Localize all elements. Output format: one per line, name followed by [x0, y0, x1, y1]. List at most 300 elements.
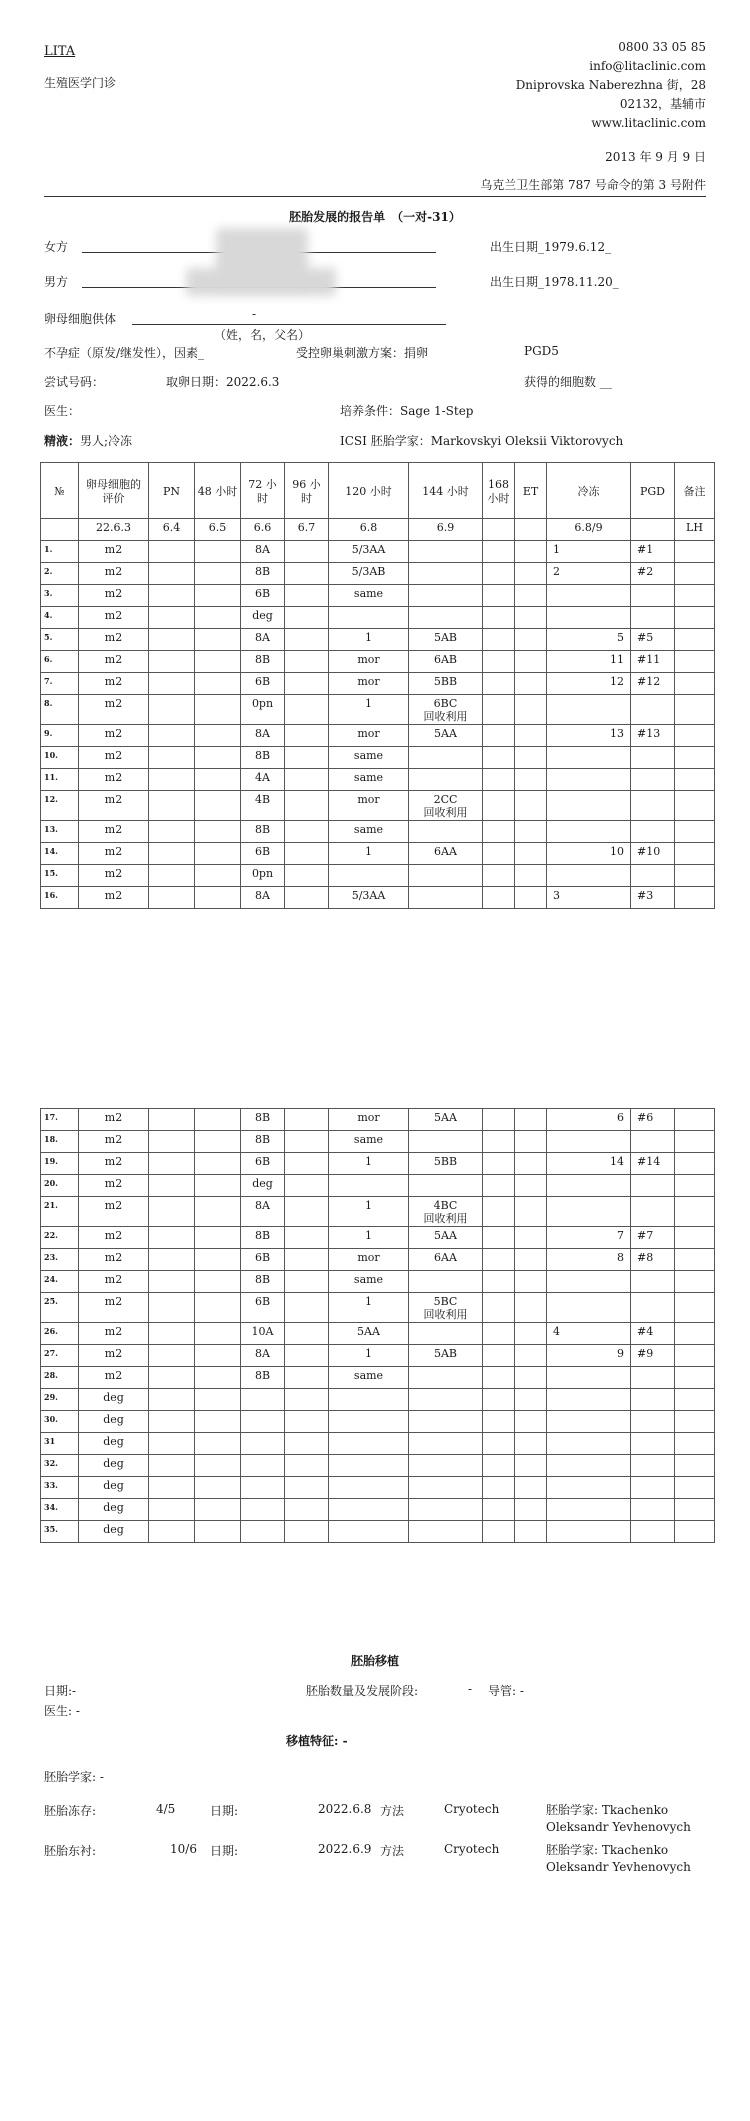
oocyte-grade-text: m2 — [104, 1229, 123, 1242]
oocyte-grade — [79, 1345, 149, 1367]
h120-cell-text: 1 — [365, 845, 372, 858]
note-cell — [675, 1153, 715, 1175]
header-divider — [44, 196, 706, 197]
h120-cell — [329, 563, 409, 585]
oocyte-grade-text: m2 — [104, 1325, 123, 1338]
row-number-text: 33. — [44, 1480, 58, 1490]
h48-cell — [195, 769, 241, 791]
h48-cell — [195, 1153, 241, 1175]
h120-cell — [329, 1197, 409, 1227]
h72-cell-text: 8B — [254, 1133, 271, 1146]
h120-cell-text: same — [353, 1133, 384, 1146]
oocyte-grade-text: m2 — [104, 749, 123, 762]
h120-cell — [329, 1433, 409, 1455]
h120-cell — [329, 1367, 409, 1389]
recycle-note: 回收利用 — [423, 1308, 468, 1321]
website: www.litaclinic.com — [591, 116, 706, 130]
pgd-label: PGD5 — [524, 344, 559, 358]
clinic-name: 生殖医学门诊 — [44, 76, 117, 90]
embryo-table-part-1 — [40, 462, 715, 909]
h144-cell — [409, 1175, 483, 1197]
freeze-cell — [547, 585, 631, 607]
h120-cell-text: 1 — [365, 697, 372, 710]
h96-cell — [285, 1345, 329, 1367]
row-number-text: 15. — [44, 868, 58, 878]
pn-cell — [149, 673, 195, 695]
female-dob: 出生日期_1979.6.12_ — [490, 240, 612, 254]
h168-cell — [483, 1293, 515, 1323]
table-row — [41, 1499, 715, 1521]
h96-cell — [285, 673, 329, 695]
h120-cell-text: same — [353, 771, 384, 784]
table-row — [41, 1175, 715, 1197]
h48-cell — [195, 1411, 241, 1433]
h120-cell — [329, 1521, 409, 1543]
h168-cell — [483, 1227, 515, 1249]
oocyte-grade — [79, 563, 149, 585]
h120-cell — [329, 1227, 409, 1249]
pgd-cell — [631, 585, 675, 607]
h144-cell — [409, 1389, 483, 1411]
h48-cell — [195, 651, 241, 673]
table-row — [41, 629, 715, 651]
row-number-text: 5. — [44, 632, 53, 642]
et-cell — [515, 673, 547, 695]
note-cell — [675, 673, 715, 695]
h168-cell — [483, 1249, 515, 1271]
attempt-number: 尝试号码： — [44, 375, 105, 389]
h144-cell — [409, 585, 483, 607]
h168-cell — [483, 1323, 515, 1345]
h48-cell — [195, 1197, 241, 1227]
row-number-text: 29. — [44, 1392, 58, 1402]
donor-label: 卵母细胞供体 — [44, 312, 117, 326]
h96-cell — [285, 1411, 329, 1433]
h72-cell — [241, 1131, 285, 1153]
h72-cell — [241, 1455, 285, 1477]
h72-cell-text: 6B — [254, 675, 271, 688]
et-cell — [515, 1131, 547, 1153]
pgd-cell — [631, 887, 675, 909]
address-line-2: 02132，基辅市 — [619, 97, 706, 111]
oocyte-grade — [79, 1499, 149, 1521]
oocyte-grade-text: m2 — [104, 675, 123, 688]
et-cell — [515, 1175, 547, 1197]
date-cell — [483, 519, 515, 541]
freeze-cell-text: 4 — [553, 1325, 560, 1338]
h72-cell — [241, 673, 285, 695]
oocyte-grade-text: m2 — [104, 543, 123, 556]
h144-cell-text: 5BC — [433, 1295, 458, 1308]
pgd-cell — [631, 1433, 675, 1455]
h96-cell — [285, 1227, 329, 1249]
row-number — [41, 1293, 79, 1323]
note-cell — [675, 541, 715, 563]
thaw-date-label: 日期: — [210, 1844, 239, 1858]
document-date: 2013 年 9 月 9 日 — [605, 150, 706, 164]
date-cell: 6.8 — [329, 519, 409, 541]
row-number — [41, 629, 79, 651]
pgd-cell-text: #13 — [637, 727, 661, 740]
h144-cell — [409, 1455, 483, 1477]
row-number — [41, 1153, 79, 1175]
oocyte-grade-text: m2 — [104, 867, 123, 880]
h48-cell — [195, 1477, 241, 1499]
freeze-date: 2022.6.8 — [318, 1802, 372, 1816]
h120-cell-text: same — [353, 1369, 384, 1382]
pn-cell — [149, 1175, 195, 1197]
h72-cell-text: deg — [252, 1177, 273, 1190]
row-number — [41, 843, 79, 865]
freeze-cell — [547, 1175, 631, 1197]
pn-cell — [149, 1293, 195, 1323]
note-cell — [675, 1389, 715, 1411]
oocyte-grade — [79, 629, 149, 651]
h144-cell — [409, 1197, 483, 1227]
h120-cell-text: 1 — [365, 631, 372, 644]
culture-conditions: 培养条件：Sage 1-Step — [340, 404, 474, 418]
freeze-cell — [547, 1323, 631, 1345]
et-cell — [515, 1477, 547, 1499]
table-header-row — [41, 463, 715, 519]
pn-cell — [149, 1131, 195, 1153]
freeze-cell — [547, 1249, 631, 1271]
freeze-cell — [547, 821, 631, 843]
oocyte-grade — [79, 821, 149, 843]
pn-cell — [149, 607, 195, 629]
et-cell — [515, 843, 547, 865]
oocyte-grade-text: deg — [103, 1479, 124, 1492]
col-header: 冷冻 — [547, 463, 631, 519]
freeze-cell — [547, 791, 631, 821]
oocyte-grade — [79, 1249, 149, 1271]
date-cell: LH — [675, 519, 715, 541]
h72-cell — [241, 865, 285, 887]
table-row — [41, 563, 715, 585]
pgd-cell — [631, 673, 675, 695]
oocyte-grade — [79, 769, 149, 791]
oocyte-grade — [79, 1227, 149, 1249]
oocyte-grade — [79, 695, 149, 725]
h144-cell — [409, 1293, 483, 1323]
row-number-text: 6. — [44, 654, 53, 664]
h168-cell — [483, 1131, 515, 1153]
freeze-cell-text: 8 — [617, 1251, 624, 1264]
row-number — [41, 1455, 79, 1477]
pn-cell — [149, 1389, 195, 1411]
h168-cell — [483, 887, 515, 909]
oocyte-grade — [79, 1175, 149, 1197]
h120-cell-text: same — [353, 587, 384, 600]
et-cell — [515, 821, 547, 843]
h120-cell — [329, 629, 409, 651]
h48-cell — [195, 887, 241, 909]
pgd-cell — [631, 1227, 675, 1249]
freeze-cell — [547, 1433, 631, 1455]
et-cell — [515, 1433, 547, 1455]
h48-cell — [195, 747, 241, 769]
col-header: 备注 — [675, 463, 715, 519]
row-number — [41, 1477, 79, 1499]
oocyte-grade-text: m2 — [104, 845, 123, 858]
h144-cell — [409, 673, 483, 695]
h120-cell-text: mor — [357, 675, 380, 688]
h72-cell — [241, 1227, 285, 1249]
h168-cell — [483, 1521, 515, 1543]
pn-cell — [149, 1249, 195, 1271]
freeze-label: 胚胎冻存: — [44, 1804, 97, 1818]
et-cell — [515, 563, 547, 585]
row-number — [41, 1109, 79, 1131]
h120-cell-text: mor — [357, 1111, 380, 1124]
row-number — [41, 607, 79, 629]
h120-cell — [329, 1499, 409, 1521]
table-row — [41, 607, 715, 629]
transfer-doctor: 医生: - — [44, 1704, 80, 1718]
pgd-cell — [631, 1389, 675, 1411]
h96-cell — [285, 1249, 329, 1271]
h72-cell — [241, 1175, 285, 1197]
row-number-text: 19. — [44, 1156, 58, 1166]
h120-cell — [329, 887, 409, 909]
row-number-text: 9. — [44, 728, 53, 738]
freeze-cell-text: 6 — [617, 1111, 624, 1124]
pgd-cell-text: #5 — [637, 631, 654, 644]
h96-cell — [285, 1367, 329, 1389]
note-cell — [675, 725, 715, 747]
h144-cell — [409, 821, 483, 843]
h72-cell — [241, 1293, 285, 1323]
pn-cell — [149, 695, 195, 725]
order-reference: 乌克兰卫生部第 787 号命令的第 3 号附件 — [480, 178, 706, 192]
note-cell — [675, 843, 715, 865]
pgd-cell-text: #2 — [637, 565, 654, 578]
pn-cell — [149, 1367, 195, 1389]
h144-cell — [409, 651, 483, 673]
pgd-cell — [631, 791, 675, 821]
date-cell: 6.8/9 — [547, 519, 631, 541]
row-number — [41, 1131, 79, 1153]
pgd-cell-text: #14 — [637, 1155, 661, 1168]
row-number — [41, 821, 79, 843]
table-row — [41, 1197, 715, 1227]
h96-cell — [285, 865, 329, 887]
row-number — [41, 791, 79, 821]
h48-cell — [195, 1521, 241, 1543]
row-number-text: 16. — [44, 890, 58, 900]
transfer-features: 移植特征: - — [286, 1734, 348, 1748]
h72-cell — [241, 1411, 285, 1433]
pgd-cell — [631, 541, 675, 563]
freeze-method: Cryotech — [444, 1802, 500, 1816]
pgd-cell — [631, 695, 675, 725]
oocyte-grade — [79, 1477, 149, 1499]
h72-cell — [241, 1433, 285, 1455]
table-row — [41, 673, 715, 695]
row-number-text: 1. — [44, 544, 53, 554]
h96-cell — [285, 747, 329, 769]
row-number — [41, 1227, 79, 1249]
h48-cell — [195, 1109, 241, 1131]
date-cell: 6.9 — [409, 519, 483, 541]
h144-cell-text: 6BC — [433, 697, 458, 710]
col-header: 72 小时 — [241, 463, 285, 519]
et-cell — [515, 1345, 547, 1367]
et-cell — [515, 747, 547, 769]
date-cell: 22.6.3 — [79, 519, 149, 541]
h72-cell — [241, 1477, 285, 1499]
h96-cell — [285, 1323, 329, 1345]
freeze-cell-text: 7 — [617, 1229, 624, 1242]
h72-cell — [241, 541, 285, 563]
brand-logo-text: LITA — [44, 44, 76, 59]
h96-cell — [285, 843, 329, 865]
row-number — [41, 651, 79, 673]
h120-cell — [329, 1345, 409, 1367]
note-cell — [675, 1109, 715, 1131]
h96-cell — [285, 769, 329, 791]
pgd-cell — [631, 1249, 675, 1271]
h48-cell — [195, 1499, 241, 1521]
et-cell — [515, 1109, 547, 1131]
h48-cell — [195, 821, 241, 843]
note-cell — [675, 1521, 715, 1543]
oocyte-grade-text: m2 — [104, 1133, 123, 1146]
email: info@litaclinic.com — [589, 59, 706, 73]
et-cell — [515, 1499, 547, 1521]
freeze-cell-text: 11 — [610, 653, 624, 666]
row-number-text: 27. — [44, 1348, 58, 1358]
h96-cell — [285, 629, 329, 651]
h120-cell — [329, 1249, 409, 1271]
freeze-cell — [547, 629, 631, 651]
h96-cell — [285, 1433, 329, 1455]
date-cell — [631, 519, 675, 541]
note-cell — [675, 769, 715, 791]
oocyte-grade — [79, 1455, 149, 1477]
h72-cell — [241, 629, 285, 651]
row-number — [41, 1197, 79, 1227]
h168-cell — [483, 1433, 515, 1455]
table-row — [41, 1227, 715, 1249]
pgd-cell-text: #1 — [637, 543, 654, 556]
h168-cell — [483, 541, 515, 563]
h120-cell — [329, 843, 409, 865]
row-number-text: 18. — [44, 1134, 58, 1144]
h144-cell — [409, 1521, 483, 1543]
sperm-value: 男人;冷冻 — [80, 434, 133, 448]
table-row — [41, 1389, 715, 1411]
h72-cell-text: 8A — [255, 727, 270, 740]
freeze-cell-text: 14 — [610, 1155, 624, 1168]
h72-cell — [241, 1249, 285, 1271]
freeze-cell — [547, 607, 631, 629]
table-row — [41, 1109, 715, 1131]
redacted-name-blur-2 — [186, 268, 336, 296]
address-line-1: Dniprovska Naberezhna 街，28 — [515, 78, 706, 92]
row-number — [41, 585, 79, 607]
h144-cell — [409, 695, 483, 725]
row-number-text: 11. — [44, 772, 58, 782]
pn-cell — [149, 1153, 195, 1175]
et-cell — [515, 651, 547, 673]
row-number — [41, 1433, 79, 1455]
female-label: 女方 — [44, 240, 69, 254]
h120-cell-text: same — [353, 823, 384, 836]
h96-cell — [285, 1271, 329, 1293]
h120-cell — [329, 1323, 409, 1345]
freeze-cell — [547, 1271, 631, 1293]
h120-cell-text: 1 — [365, 1229, 372, 1242]
h168-cell — [483, 1153, 515, 1175]
table-row — [41, 1293, 715, 1323]
h72-cell-text: 8B — [254, 1273, 271, 1286]
h144-cell — [409, 791, 483, 821]
h144-cell-text: 4BC — [433, 1199, 458, 1212]
h144-cell — [409, 1131, 483, 1153]
transfer-title: 胚胎移植 — [350, 1654, 399, 1668]
oocyte-grade-text: deg — [103, 1413, 124, 1426]
pn-cell — [149, 563, 195, 585]
freeze-cell — [547, 887, 631, 909]
pn-cell — [149, 1345, 195, 1367]
oocyte-grade-text: m2 — [104, 1199, 123, 1212]
et-cell — [515, 695, 547, 725]
h72-cell — [241, 843, 285, 865]
col-header: 144 小时 — [409, 463, 483, 519]
h48-cell — [195, 1227, 241, 1249]
et-cell — [515, 607, 547, 629]
h168-cell — [483, 1197, 515, 1227]
pn-cell — [149, 1455, 195, 1477]
pgd-cell — [631, 607, 675, 629]
et-cell — [515, 541, 547, 563]
h168-cell — [483, 607, 515, 629]
oocyte-grade-text: m2 — [104, 727, 123, 740]
freeze-embryologist-line2: Oleksandr Yevhenovych — [546, 1820, 691, 1834]
table-row — [41, 843, 715, 865]
h168-cell — [483, 563, 515, 585]
h96-cell — [285, 1131, 329, 1153]
row-number — [41, 769, 79, 791]
h120-cell-text: 1 — [365, 1199, 372, 1212]
oocyte-grade-text: m2 — [104, 1177, 123, 1190]
male-label: 男方 — [44, 275, 69, 289]
h72-cell-text: 8A — [255, 1347, 270, 1360]
freeze-embryologist — [546, 1802, 691, 1836]
oocyte-grade-text: m2 — [104, 565, 123, 578]
h168-cell — [483, 1455, 515, 1477]
h120-cell-text: 5AA — [357, 1325, 380, 1338]
h144-cell-text: 5BB — [433, 1155, 458, 1168]
pgd-cell — [631, 1109, 675, 1131]
pn-cell — [149, 725, 195, 747]
donor-dash: - — [252, 307, 257, 321]
et-cell — [515, 585, 547, 607]
h120-cell-text: same — [353, 749, 384, 762]
row-number — [41, 865, 79, 887]
cells-obtained: 获得的细胞数 __ — [524, 375, 612, 389]
h144-cell — [409, 865, 483, 887]
table-row — [41, 769, 715, 791]
pn-cell — [149, 1323, 195, 1345]
col-header: ET — [515, 463, 547, 519]
h120-cell — [329, 769, 409, 791]
pgd-cell — [631, 725, 675, 747]
h120-cell-text: 5/3AB — [351, 565, 386, 578]
col-header: PN — [149, 463, 195, 519]
et-cell — [515, 865, 547, 887]
